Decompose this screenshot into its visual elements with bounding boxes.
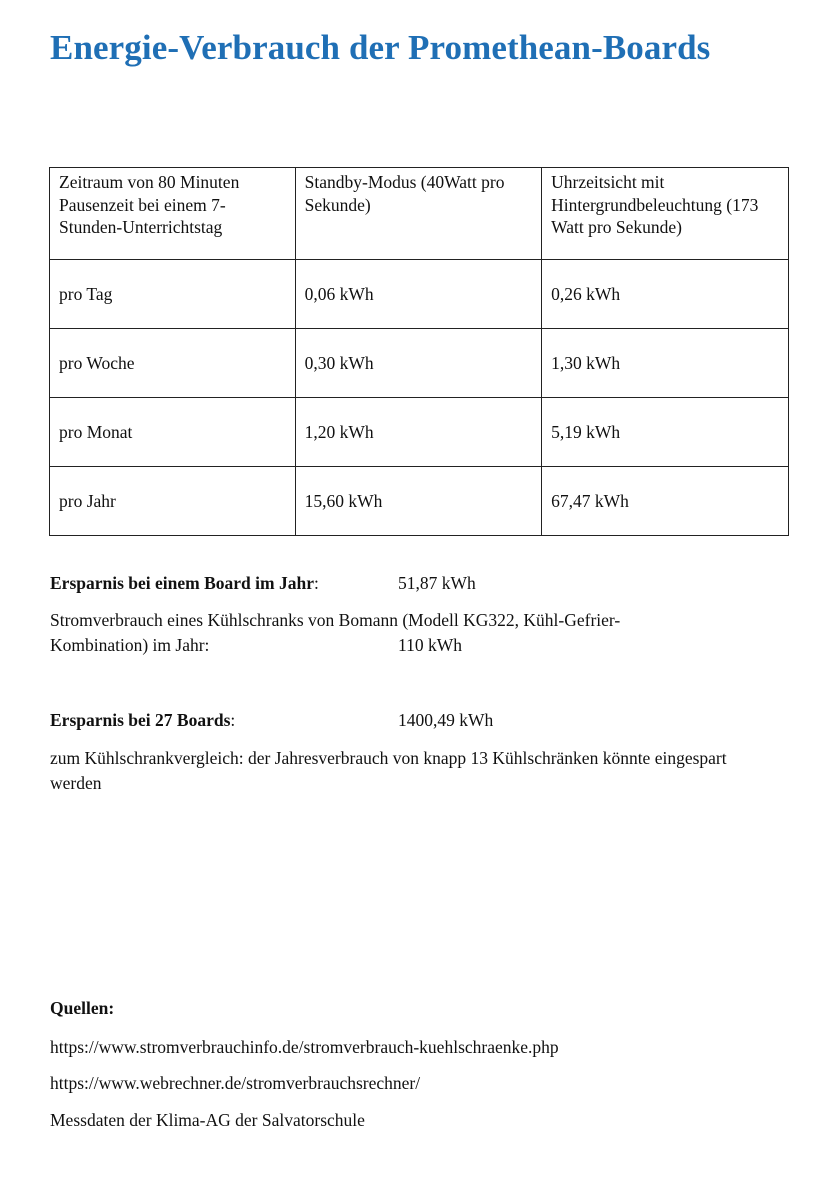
table-cell: pro Jahr (50, 467, 296, 536)
table-cell: 0,06 kWh (295, 260, 542, 329)
source-link[interactable]: https://www.stromverbrauchinfo.de/stromverbrauch-kuehlschraenke.php (50, 1037, 559, 1057)
sources-heading: Quellen: (50, 998, 115, 1018)
table-cell: 0,30 kWh (295, 329, 542, 398)
table-row (50, 398, 789, 467)
table-cell: pro Monat (50, 398, 296, 467)
page-title: Energie-Verbrauch der Promethean-Boards (50, 28, 711, 67)
table-row (50, 467, 789, 536)
fridge-comparison-text: zum Kühlschrankvergleich: der Jahresverbrauch von knapp 13 Kühlschränken könnte eingespart werden (50, 748, 727, 793)
table-cell: 1,20 kWh (295, 398, 542, 467)
table-row (50, 260, 789, 329)
table-cell: 5,19 kWh (542, 398, 789, 467)
source-note: Messdaten der Klima-AG der Salvatorschule (50, 1110, 365, 1130)
fridge-consumption-text: Stromverbrauch eines Kühlschranks von Bomann (Modell KG322, Kühl-Gefrier-Kombination) im Jahr: (50, 610, 621, 655)
table-row (50, 329, 789, 398)
savings-27-colon: : (230, 710, 236, 730)
table-cell: pro Tag (50, 260, 296, 329)
table-cell: 67,47 kWh (542, 467, 789, 536)
savings-27-label: Ersparnis bei 27 Boards (50, 710, 231, 730)
energy-consumption-table (49, 167, 789, 536)
table-header-cell: Standby-Modus (40Watt pro Sekunde) (295, 168, 542, 260)
table-header-cell: Zeitraum von 80 Minuten Pausenzeit bei einem 7-Stunden-Unterrichtstag (50, 168, 296, 260)
table-cell: 0,26 kWh (542, 260, 789, 329)
table-header-cell: Uhrzeitsicht mit Hintergrundbeleuchtung (173 Watt pro Sekunde) (542, 168, 789, 260)
fridge-consumption-value: 110 kWh (398, 635, 462, 655)
savings-27-value: 1400,49 kWh (398, 710, 494, 730)
source-link[interactable]: https://www.webrechner.de/stromverbrauchsrechner/ (50, 1073, 421, 1093)
table-cell: 1,30 kWh (542, 329, 789, 398)
table-cell: pro Woche (50, 329, 296, 398)
table-header-row (50, 168, 789, 260)
table-cell: 15,60 kWh (295, 467, 542, 536)
savings-one-label: Ersparnis bei einem Board im Jahr (50, 573, 314, 593)
savings-one-value: 51,87 kWh (398, 573, 476, 593)
savings-one-colon: : (313, 573, 319, 593)
